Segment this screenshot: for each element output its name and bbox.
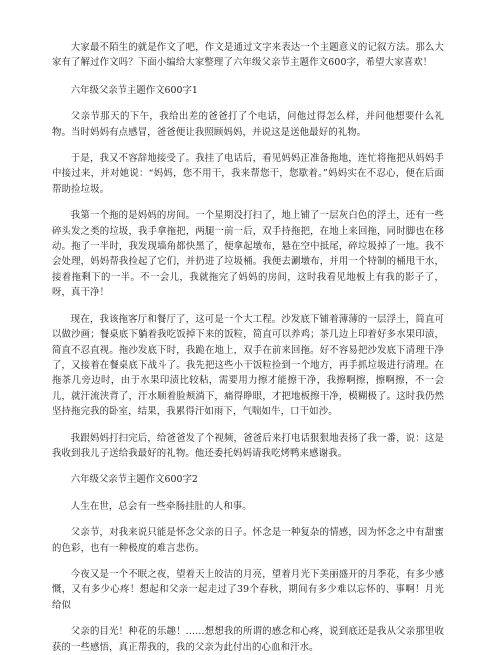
essay1-paragraph-3: 我第一个拖的是妈妈的房间。一个星期没打扫了，地上铺了一层灰白色的浮土，还有一些碎头发之类的垃圾，我手拿拖把，两腿一前一后，双手持拖把，在地上来回拖，同时脚也在移动。拖了一半时，我发现墙角都快黑了，便拿起墩布，悬在空中抵尾，碎垃圾掉了一地。我不会处理，妈妈帮我捡起了它们，并扔进了垃圾桶。我便去涮墩布，并用一个特制的桶甩干水，接着拖剩下的一半。不一会儿，我就拖完了妈妈的房间，这时我看见地板上有我的影子了，呀，真干净！: [52, 210, 444, 299]
essay2-paragraph-4: 父亲的目光！种花的乐趣！……想想我的所谓的感念和心疼，说到底还是我从父亲那里收获的一些感悟，真正帮我的，我的父亲为此付出的心血和汗水。: [52, 626, 444, 653]
essay1-paragraph-5: 我跟妈妈打扫完后，给爸爸发了个视频，爸爸后来打电话狠狠地表扬了我一番，说：这是我收到我儿子送给我最好的礼物。他还委托妈妈请我吃烤鸭来感谢我。: [52, 432, 444, 459]
section-heading-1: 六年级父亲节主题作文600字1: [70, 84, 198, 96]
essay2-paragraph-3: 今夜又是一个不眠之夜，望着天上皎洁的月亮，望着月光下美丽盛开的月季花，有多少感慨，又有多少心疼！想起和父亲一起走过了39个春秋，期间有多少难以忘怀的、事啊！月光给似: [52, 568, 444, 611]
essay1-paragraph-1: 父亲节那天的下午，我给出差的爸爸打了个电话，问他过得怎么样，并问他想要什么礼物。当时妈妈有点感冒，爸爸便让我照顾妈妈，并说这是送他最好的礼物。: [52, 111, 444, 138]
intro-paragraph: 大家最不陌生的就是作文了吧，作文是通过文字来表达一个主题意义的记叙方法。那么大家有了解过作文吗？下面小编给大家整理了六年级父亲节主题作文600字，希望大家喜欢！: [52, 42, 444, 69]
essay1-paragraph-4: 现在，我该拖客厅和餐厅了，这可是一个大工程。沙发底下铺着薄薄的一层浮土，简直可以做沙画；餐桌底下躺着我吃饭掉下来的饭粒，简直可以养鸡；茶几边上印着好多水果印渍，简直不忍直视。拖沙发底下时，我跪在地上，双手在前来回拖。好不容易把沙发底下清理干净了，又接着在餐桌底下战斗了。我先把这些小干饭粒捡到一个地方，再手抓垃圾进行清理。在拖茶几旁边时，由于水果印渍比较粘，需要用力擦才能擦干净，我擦啊擦，擦啊擦，不一会儿，就汗流浃背了，汗水顺着脸颊淌下，痛得睁眼，才把地板擦干净，模糊极了。这时我仍然坚持拖完我的卧室，结果，我累得汗如雨下，气喘如牛，口干如沙。: [52, 313, 444, 418]
section-heading-2: 六年级父亲节主题作文600字2: [70, 474, 198, 486]
essay2-paragraph-1: 人生在世，总会有一些牵肠挂肚的人和事。: [70, 500, 252, 512]
essay2-paragraph-2: 父亲节，对我来说只能是怀念父亲的日子。怀念是一种复杂的情感，因为怀念之中有甜蜜的色彩，也有一种极度的难言悲伤。: [52, 527, 444, 554]
essay1-paragraph-2: 于是，我又不容辞地接受了。我挂了电话后，看见妈妈正准备拖地，连忙将拖把从妈妈手中接过来，并对她说：“妈妈，您不用干，我来帮您干，您歇着。”妈妈实在不忍心，便在后面帮助捡垃圾。: [52, 153, 444, 195]
